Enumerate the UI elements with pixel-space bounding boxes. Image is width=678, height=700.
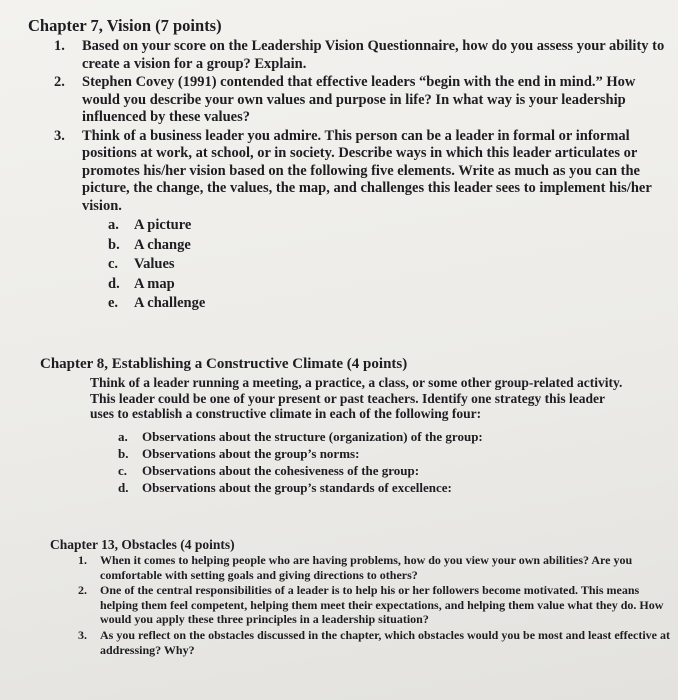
climate-observations-list (118, 428, 640, 496)
question-text: One of the central responsibilities of a leader is to help his or her followers become motivated. This means helping them feel competent, helping them meet their expectations, and helping them value what they do. How would you apply these three principles in a leadership situation? (100, 583, 664, 627)
item-text: Observations about the structure (organization) of the group: (142, 428, 483, 444)
question-item (78, 583, 670, 627)
item-letter: a. (118, 428, 128, 444)
item-letter: e. (108, 295, 119, 311)
item-letter: b. (108, 236, 120, 253)
chapter-13-section (50, 537, 670, 657)
chapter-7-questions (54, 38, 668, 314)
chapter-8-heading: Chapter 8, Establishing a Constructive Climate (4 points) (40, 356, 408, 372)
vision-elements-list (108, 216, 668, 314)
chapter-13-questions (78, 553, 670, 657)
list-item (108, 255, 668, 275)
chapter-8-intro: Think of a leader running a meeting, a practice, a class, or some other group-related activity. This leader could be one of your present or past teachers. Identify one strategy this leader uses to establish a constructive climate in each of the following four: (90, 375, 623, 421)
question-number: 3. (78, 627, 87, 642)
item-letter: d. (118, 479, 129, 495)
question-item (78, 628, 670, 657)
item-text: A challenge (134, 295, 206, 311)
question-text: Based on your score on the Leadership Vision Questionnaire, how do you assess your ability to create a vision for a group? Explain. (82, 38, 665, 72)
item-text: Observations about the cohesiveness of the group: (142, 462, 420, 478)
chapter-7-section (28, 17, 668, 314)
chapter-13-heading: Chapter 13, Obstacles (4 points) (50, 537, 235, 552)
list-item (118, 445, 640, 462)
item-letter: c. (108, 256, 119, 272)
list-item (118, 479, 640, 496)
item-text: A map (134, 275, 175, 292)
list-item (118, 462, 640, 479)
list-item (118, 428, 640, 445)
item-letter: a. (108, 217, 119, 233)
question-text: As you reflect on the obstacles discussed in the chapter, which obstacles would you be most and least effective at addressing? Why? (100, 627, 670, 657)
chapter-7-heading: Chapter 7, Vision (7 points) (28, 16, 222, 35)
list-item (108, 236, 668, 256)
list-item (108, 275, 668, 295)
question-number: 3. (54, 127, 65, 144)
item-letter: b. (118, 445, 129, 461)
item-letter: c. (118, 462, 128, 478)
list-item (108, 294, 668, 314)
question-text: Think of a business leader you admire. This person can be a leader in formal or informal positions at work, at school, or in society. Describe ways in which this leader articulates or promotes his/her vision based on the following five elements. Write as much as you can the picture, the change, the values, the map, and challenges this leader sees to implement his/her vision. (82, 127, 652, 214)
question-text: Stephen Covey (1991) contended that effective leaders “begin with the end in mind.” How would you describe your own values and purpose in life? In what way is your leadership influenced by these values? (82, 74, 636, 125)
question-item (54, 74, 668, 127)
question-number: 1. (54, 38, 65, 54)
item-text: A picture (134, 217, 192, 233)
question-item (54, 128, 668, 314)
item-letter: d. (108, 275, 120, 292)
question-number: 1. (78, 553, 87, 567)
question-number: 2. (78, 583, 87, 598)
list-item (108, 216, 668, 236)
item-text: Values (134, 256, 175, 272)
question-item (54, 38, 668, 73)
chapter-8-section (40, 355, 640, 496)
item-text: A change (134, 236, 191, 253)
question-number: 2. (54, 74, 65, 90)
question-text: When it comes to helping people who are having problems, how do you view your own abilities? Are you comfortable with setting goals and giving directions to others? (100, 553, 633, 582)
question-item (78, 553, 670, 582)
item-text: Observations about the group’s norms: (142, 445, 360, 461)
item-text: Observations about the group’s standards of excellence: (142, 479, 452, 495)
